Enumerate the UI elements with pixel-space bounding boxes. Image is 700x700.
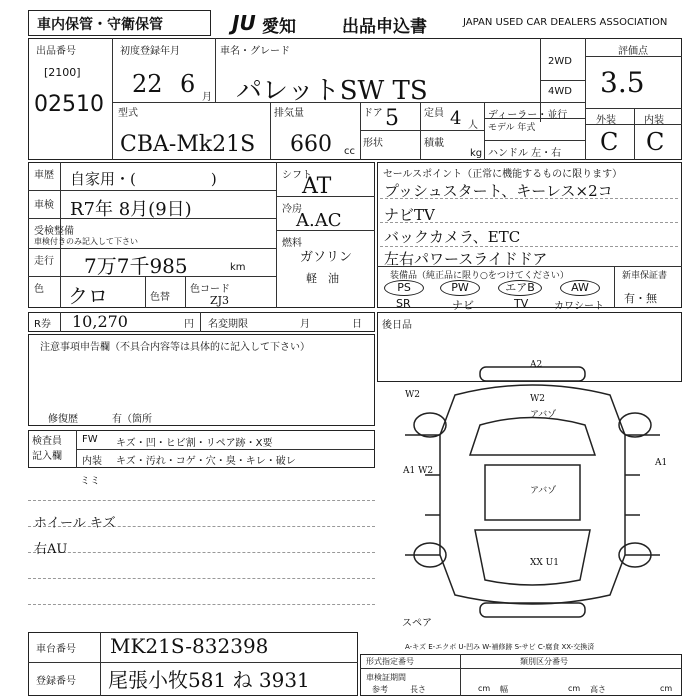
fw-items: キズ・凹・ヒビ割・リペア跡・X要 bbox=[116, 438, 273, 449]
wid-label: 幅 bbox=[500, 685, 508, 694]
name-change-day: 日 bbox=[352, 319, 362, 330]
history-label: 車歴 bbox=[34, 170, 54, 181]
int-value: C bbox=[646, 128, 665, 156]
diagram-label-6: A1 W2 bbox=[403, 466, 434, 476]
warranty-label: 新車保証書 bbox=[622, 271, 668, 281]
name-value: パレットSW TS bbox=[236, 76, 428, 106]
equip-seat: カワシート bbox=[554, 301, 604, 312]
equip-ps: PS bbox=[384, 280, 424, 296]
equip-aw: AW bbox=[560, 280, 600, 296]
lot-label: 出品番号 bbox=[36, 46, 76, 57]
doors-label: ドア bbox=[363, 108, 383, 119]
model-label: 型式 bbox=[118, 108, 138, 119]
drive-2wd: 2WD bbox=[548, 56, 572, 67]
capacity-value: 4 bbox=[450, 108, 462, 129]
displacement-label: 排気量 bbox=[274, 108, 304, 119]
fw-label: FW bbox=[82, 434, 98, 445]
reg-year: 22 bbox=[132, 70, 163, 98]
equip-airbag: エアB bbox=[498, 280, 542, 296]
recycle-value: 10,270 bbox=[72, 312, 128, 331]
back-label: 後日品 bbox=[382, 320, 412, 331]
int-items: キズ・汚れ・コゲ・穴・臭・キレ・破レ bbox=[116, 456, 296, 467]
ju-logo bbox=[232, 11, 256, 35]
title-left: 車内保管・守衛保管 bbox=[37, 17, 163, 33]
plate-label: 登録番号 bbox=[36, 676, 76, 687]
color-change-label: 色替 bbox=[150, 292, 170, 303]
cooler-label: 冷房 bbox=[282, 204, 302, 215]
model-year-label: モデル 年式 bbox=[488, 123, 536, 133]
load-unit: kg bbox=[470, 148, 483, 159]
sales-point-2: ナビTV bbox=[384, 206, 435, 224]
chassis-label: 車台番号 bbox=[36, 644, 76, 655]
handle-label: ハンドル 左・右 bbox=[488, 148, 562, 159]
ref-label: 参考 bbox=[372, 685, 388, 694]
ext-value: C bbox=[600, 128, 619, 156]
cm-2: cm bbox=[568, 684, 581, 693]
diagram-label-2: W2 bbox=[405, 390, 420, 400]
sales-point-1: プッシュスタート、キーレス×2コ bbox=[384, 182, 613, 200]
mileage-value: 7万7千985 bbox=[84, 254, 188, 278]
equip-navi: ナビ bbox=[452, 299, 474, 312]
color-label: 色 bbox=[34, 284, 44, 295]
history-value: 自家用・( ) bbox=[70, 170, 217, 188]
coupon-label: 受検整備 bbox=[34, 226, 74, 237]
name-change-month: 月 bbox=[300, 319, 310, 330]
name-label: 車名・グレード bbox=[220, 46, 290, 57]
grade-value: 3.5 bbox=[600, 66, 645, 99]
dealer-label: ディーラー・並行 bbox=[488, 110, 568, 121]
color-code-label: 色コード bbox=[190, 284, 230, 295]
fuel-diesel: 軽 油 bbox=[306, 272, 339, 285]
coupon-sub: 車検付きのみ記入して下さい bbox=[34, 237, 138, 246]
diagram-label-4: W2 bbox=[530, 394, 545, 404]
int-label-insp: 内装 bbox=[82, 456, 102, 467]
len-label: 長さ bbox=[410, 685, 426, 694]
equip-sr: SR bbox=[396, 297, 411, 310]
reg-month-unit: 月 bbox=[202, 92, 212, 103]
inspection-label: 車検 bbox=[34, 200, 54, 211]
warranty-value: 有・無 bbox=[624, 292, 657, 305]
model-value: CBA-Mk21S bbox=[120, 132, 256, 157]
org-name: 愛知 bbox=[262, 17, 296, 37]
remark-2: 右AU bbox=[34, 542, 68, 557]
lot-number: 02510 bbox=[34, 92, 104, 117]
diagram-label-5: A1 bbox=[655, 458, 668, 468]
fuel-label: 燃料 bbox=[282, 238, 302, 249]
sales-label: セールスポイント（正常に機能するものに限ります） bbox=[383, 169, 623, 180]
sales-point-3: バックカメラ、ETC bbox=[384, 228, 521, 246]
shape-label: 形状 bbox=[363, 138, 383, 149]
repair-value: 有（箇所 bbox=[112, 414, 152, 425]
int-label: 内装 bbox=[644, 115, 664, 126]
shift-label: シフト bbox=[282, 170, 312, 181]
spare-label: スペア bbox=[402, 618, 432, 629]
remark-1: ホイール キズ bbox=[34, 516, 116, 531]
cm-3: cm bbox=[660, 684, 673, 693]
diagram-label-1: A2 bbox=[530, 360, 543, 370]
diagram-label-8: XX U1 bbox=[530, 558, 559, 568]
mileage-label: 走行 bbox=[34, 256, 54, 267]
grade-label: 評価点 bbox=[618, 46, 648, 57]
diagram-legend: A-キズ E-エクボ U-凹み W-補修跡 S-サビ C-腐食 XX-交換済 bbox=[405, 643, 595, 651]
reg-label: 初度登録年月 bbox=[120, 46, 180, 57]
cooler-value: A.AC bbox=[296, 210, 342, 231]
inspector-label: 検査員 記入欄 bbox=[32, 436, 62, 462]
shift-value: AT bbox=[302, 174, 332, 199]
capacity-label: 定員 bbox=[424, 108, 444, 119]
ext-label: 外装 bbox=[596, 115, 616, 126]
logo-text: JU bbox=[232, 11, 256, 35]
hgt-label: 高さ bbox=[590, 685, 606, 694]
sales-point-4: 左右パワースライドドア bbox=[384, 250, 548, 268]
chassis-value: MK21S-832398 bbox=[110, 634, 269, 658]
cert-label: 車検証期間 bbox=[366, 673, 406, 682]
equip-tv: TV bbox=[514, 297, 529, 310]
diagram-label-3: アバゾ bbox=[530, 410, 557, 420]
cat-label: 類別区分番号 bbox=[520, 657, 568, 666]
form-title: 出品申込書 bbox=[342, 17, 427, 37]
plate-value: 尾張小牧581 ね 3931 bbox=[108, 668, 310, 692]
equip-label: 装備品（純正品に限り○をつけてください） bbox=[390, 271, 569, 281]
displacement-unit: cc bbox=[344, 146, 355, 157]
recycle-unit: 円 bbox=[184, 319, 194, 330]
reg-month: 6 bbox=[180, 70, 196, 98]
color-code-value: ZJ3 bbox=[210, 294, 230, 307]
drive-4wd: 4WD bbox=[548, 86, 572, 97]
doors-value: 5 bbox=[385, 106, 399, 131]
color-value: クロ bbox=[68, 284, 108, 308]
title-box bbox=[28, 10, 211, 36]
notes-label: 注意事項申告欄（不具合内容等は具体的に記入して下さい） bbox=[40, 342, 310, 353]
mileage-unit: km bbox=[230, 262, 246, 273]
fuel-value: ガソリン bbox=[300, 250, 353, 265]
equip-pw: PW bbox=[440, 280, 480, 296]
cm-1: cm bbox=[478, 684, 491, 693]
association: JAPAN USED CAR DEALERS ASSOCIATION bbox=[463, 17, 668, 28]
recycle-label: R券 bbox=[34, 319, 51, 330]
repair-label: 修復歴 bbox=[48, 414, 78, 425]
lot-sub: [2100] bbox=[44, 66, 81, 79]
form-label: 形式指定番号 bbox=[366, 657, 414, 666]
int-mark: ミミ bbox=[80, 476, 100, 487]
load-label: 積載 bbox=[424, 138, 444, 149]
car-diagram bbox=[385, 355, 680, 630]
displacement-value: 660 bbox=[290, 132, 332, 157]
diagram-label-7: アバゾ bbox=[530, 486, 557, 496]
inspection-value: R7年 8月(9日) bbox=[70, 199, 192, 220]
name-change-label: 名変期限 bbox=[208, 319, 248, 330]
capacity-unit: 人 bbox=[468, 120, 478, 131]
